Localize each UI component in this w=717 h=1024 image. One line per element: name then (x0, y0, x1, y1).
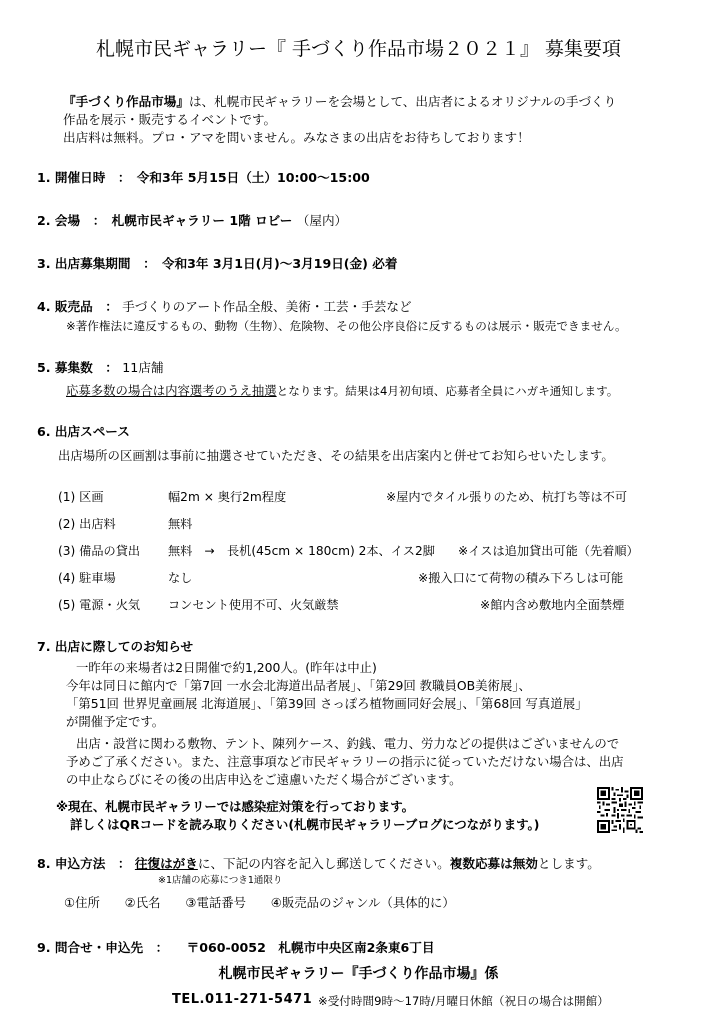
section-label: 3. 出店募集期間 ： (37, 256, 162, 271)
notice-line: 出店・設営に関わる敷物、テント、陳列ケース、釣銭、電力、労力などの提供はございませんので (76, 736, 620, 751)
event-name: 『手づくり作品市場』 (63, 94, 189, 109)
space-row-num: (1) 区画 (58, 490, 104, 504)
intro-text: は、札幌市民ギャラリーを会場として、出店者によるオリジナルの手づくり (188, 94, 617, 109)
return-postcard: 往復はがき (134, 856, 198, 871)
apply-items: ①住所 ②氏名 ③電話番号 ④販売品のジャンル（具体的に） (64, 895, 455, 910)
section-1-date (37, 167, 370, 186)
space-row-num: (5) 電源・火気 (58, 598, 141, 612)
section-note: （屋内） (296, 213, 348, 228)
space-row-num: (2) 出店料 (58, 517, 116, 531)
space-row-note: ※イスは追加貸出可能（先着順） (458, 544, 639, 558)
section-value: 手づくりのアート作品全般、美術・工芸・手芸など (122, 299, 412, 314)
section-2-venue (37, 210, 347, 229)
notice-line: 「第51回 世界児童画展 北海道展」、「第39回 さっぽろ植物画同好会展」、「第68回 写真道展」 (66, 696, 588, 711)
page-title: 札幌市民ギャラリー『 手づくり作品市場２０２１』 募集要項 (95, 38, 622, 60)
apply-limit-note: ※1店舗の応募につき1通限り (158, 875, 283, 886)
section-6-space: 6. 出店スペース (37, 424, 130, 439)
section-9-contact (37, 937, 434, 956)
contact-address: 〒060-0052 札幌市中央区南2条東6丁目 (186, 940, 435, 955)
intro-line-1 (63, 91, 616, 110)
section-label: 2. 会場 ： (37, 213, 112, 228)
section-4-items (37, 296, 412, 315)
apply-instruction: に、下記の内容を記入し郵送してください。 (197, 856, 450, 871)
section-4-note: ※著作権法に違反するもの、動物（生物）、危険物、その他公序良俗に反するものは展示・販売できません。 (66, 319, 627, 333)
section-value: 札幌市民ギャラリー 1階 ロビー (111, 213, 293, 228)
space-row-num: (3) 備品の貸出 (58, 544, 141, 558)
space-row-note: ※屋内でタイル張りのため、杭打ち等は不可 (386, 490, 628, 504)
section-label: 8. 申込方法 ： (37, 856, 131, 871)
intro-line-2: 作品を展示・販売するイベントです。 (63, 112, 277, 127)
qr-code-icon[interactable] (597, 787, 643, 833)
space-row-value: 無料 → 長机(45cm × 180cm) 2本、イス2脚 (168, 544, 435, 558)
multiple-apply-invalid: 複数応募は無効 (449, 856, 538, 871)
section-3-period (37, 253, 397, 272)
intro-line-3: 出店料は無料。プロ・アマを問いません。みなさまの出店をお待ちしております！ (63, 130, 530, 145)
notice-line: の中止ならびにその後の出店申込をご遠慮いただく場合がございます。 (66, 772, 462, 787)
space-row-num: (4) 駐車場 (58, 571, 116, 585)
space-row-note: ※館内含め敷地内全面禁煙 (480, 598, 625, 612)
covid-qr-note: 詳しくはQRコードを読み取りください(札幌市民ギャラリーブログにつながります。) (70, 817, 540, 832)
section-5-count (37, 357, 164, 376)
contact-hours: ※受付時間9時～17時/月曜日休館（祝日の場合は開館） (318, 994, 609, 1008)
section-6-desc: 出店場所の区画割は事前に抽選させていただき、その結果を出店案内と併せてお知らせいたします。 (58, 448, 614, 463)
section-7-notice: 7. 出店に際してのお知らせ (37, 639, 194, 654)
contact-organization: 札幌市民ギャラリー『手づくり作品市場』係 (218, 966, 499, 982)
section-value: 11店舗 (122, 360, 164, 375)
section-5-note (66, 381, 618, 399)
section-label: 9. 問合せ・申込先 ： (37, 940, 169, 955)
space-row-note: ※搬入口にて荷物の積み下ろしは可能 (418, 571, 624, 585)
notice-line: が開催予定です。 (66, 714, 165, 729)
covid-notice: ※現在、札幌市民ギャラリーでは感染症対策を行っております。 (56, 799, 414, 814)
result-note: となります。結果は4月初旬頃、応募者全員にハガキ通知します。 (276, 384, 619, 398)
section-label: 4. 販売品 ： (37, 299, 118, 314)
section-label: 5. 募集数 ： (37, 360, 118, 375)
section-label: 1. 開催日時 ： (37, 170, 137, 185)
space-row-value: 無料 (168, 517, 193, 531)
notice-line: 予めご了承ください。また、注意事項など市民ギャラリーの指示に従っていただけない場合は、出店 (66, 754, 624, 769)
space-row-value: 幅2m × 奥行2m程度 (168, 490, 287, 504)
contact-tel: TEL.011-271-5471 (172, 992, 313, 1007)
section-value: 令和3年 5月15日（土）10:00～15:00 (136, 170, 370, 185)
notice-line: 今年は同日に館内で「第7回 一水会北海道出品者展」、「第29回 教職員OB美術展」、 (66, 678, 531, 693)
apply-instruction-end: とします。 (537, 856, 600, 871)
section-8-apply (37, 853, 600, 872)
notice-line: 一昨年の来場者は2日開催で約1,200人。(昨年は中止) (76, 660, 377, 675)
section-value: 令和3年 3月1日(月)～3月19日(金) 必着 (161, 256, 398, 271)
lottery-note: 応募多数の場合は内容選考のうえ抽選 (66, 383, 277, 398)
space-row-value: なし (168, 571, 193, 585)
space-row-value: コンセント使用不可、火気厳禁 (168, 598, 339, 612)
